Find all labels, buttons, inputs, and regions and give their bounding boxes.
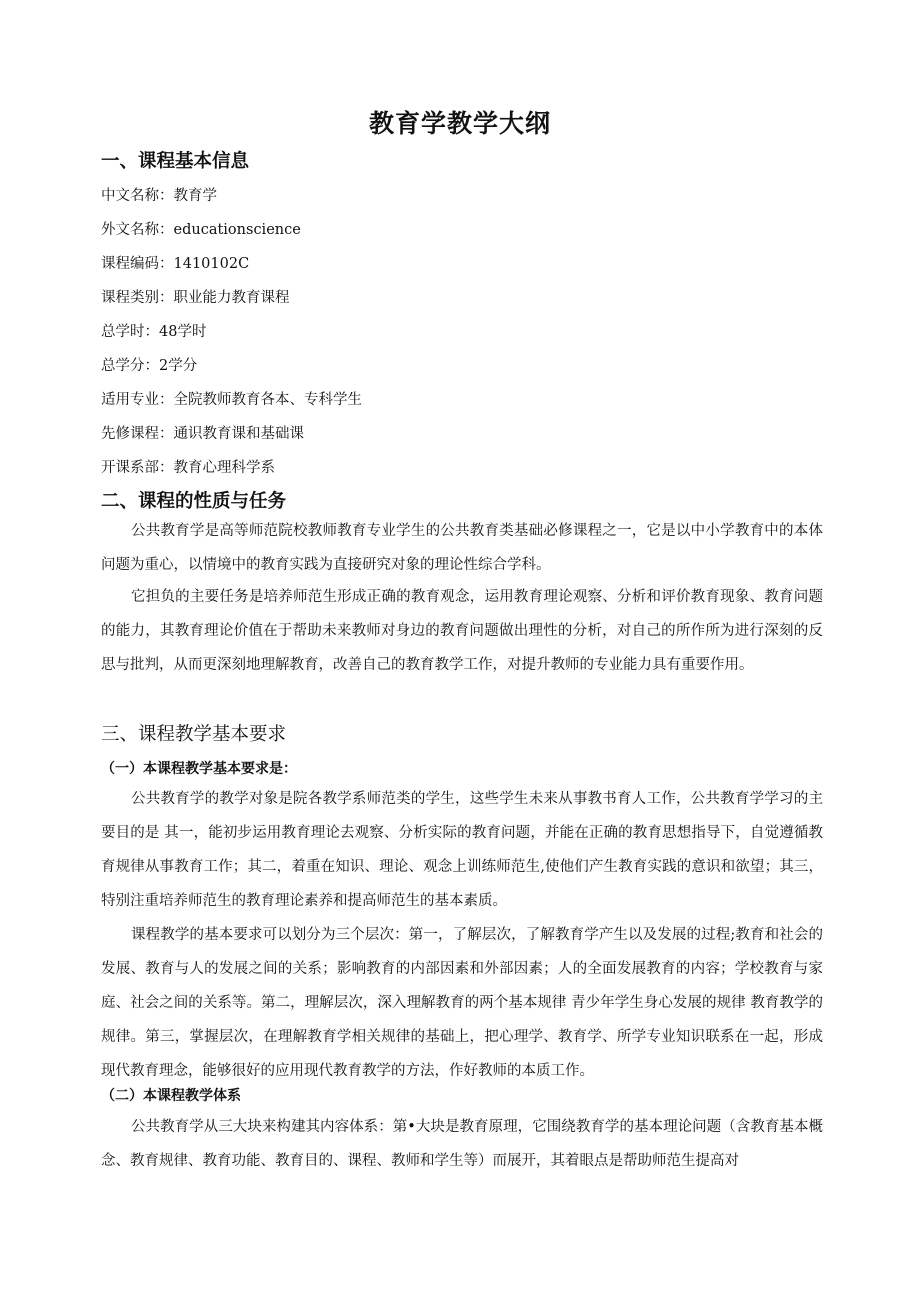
info-course-code: 课程编码：1410102C <box>101 256 250 272</box>
info-total-credits: 总学分：2学分 <box>101 358 198 374</box>
info-prerequisites: 先修课程：通识教育课和基础课 <box>101 426 304 442</box>
info-total-hours: 总学时：48学时 <box>101 324 207 340</box>
section-1-heading: 一、课程基本信息 <box>101 151 250 172</box>
info-foreign-name: 外文名称：educationscience <box>101 222 301 238</box>
subsection-1-paragraph: 课程教学的基本要求可以划分为三个层次：第一，了解层次，了解教育学产生以及发展的过程;教育和社会的发展、教育与人的发展之间的关系；影响教育的内部因素和外部因素；人的全面发展教育的内容；学校教育与家庭、社会之间的关系等。第二，理解层次，深入理解教育的两个基本规律 青少年学生身心发展的规律 教育教学的规律。第三，掌握层次，在理解教育学相关规律的基础上，把心理学、教育学、所学专业知识联系在一起，形成现代教育理念，能够很好的应用现代教育教学的方法，作好教师的本质工作。 <box>101 927 823 1079</box>
info-department: 开课系部：教育心理科学系 <box>101 460 275 476</box>
subsection-2-paragraph: 公共教育学从三大块来构建其内容体系：第•大块是教育原理，它围绕教育学的基本理论问题（含教育基本概念、教育规律、教育功能、教育目的、课程、教师和学生等）而展开，其着眼点是帮助师范生提高对 <box>101 1119 823 1169</box>
section-2-paragraph: 公共教育学是高等师范院校教师教育专业学生的公共教育类基础必修课程之一，它是以中小学教育中的本体问题为重心，以情境中的教育实践为直接研究对象的理论性综合学科。 <box>101 523 823 573</box>
section-3-heading: 三、课程教学基本要求 <box>101 724 287 745</box>
subsection-2-heading: （二）本课程教学体系 <box>101 1088 241 1104</box>
subsection-1-heading: （一）本课程教学基本要求是： <box>101 761 297 777</box>
section-2-heading: 二、课程的性质与任务 <box>101 491 287 512</box>
info-applicable-major: 适用专业：全院教师教育各本、专科学生 <box>101 392 362 408</box>
section-2-paragraph: 它担负的主要任务是培养师范生形成正确的教育观念，运用教育理论观察、分析和评价教育现象、教育问题的能力，其教育理论价值在于帮助未来教师对身边的教育问题做出理性的分析，对自己的所作所为进行深刻的反思与批判，从而更深刻地理解教育，改善自己的教育教学工作，对提升教师的专业能力具有重要作用。 <box>101 589 823 673</box>
subsection-1-paragraph: 公共教育学的教学对象是院各教学系师范类的学生，这些学生未来从事教书育人工作，公共教育学学习的主要目的是 其一，能初步运用教育理论去观察、分析实际的教育问题，并能在正确的教育思想指导下，自觉遵循教育规律从事教育工作；其二，着重在知识、理论、观念上训练师范生,使他们产生教育实践的意识和欲望；其三，特别注重培养师范生的教育理论素养和提高师范生的基本素质。 <box>101 791 823 909</box>
info-chinese-name: 中文名称：教育学 <box>101 188 217 204</box>
document-title: 教育学教学大纲 <box>368 109 551 138</box>
info-course-category: 课程类别：职业能力教育课程 <box>101 290 290 306</box>
